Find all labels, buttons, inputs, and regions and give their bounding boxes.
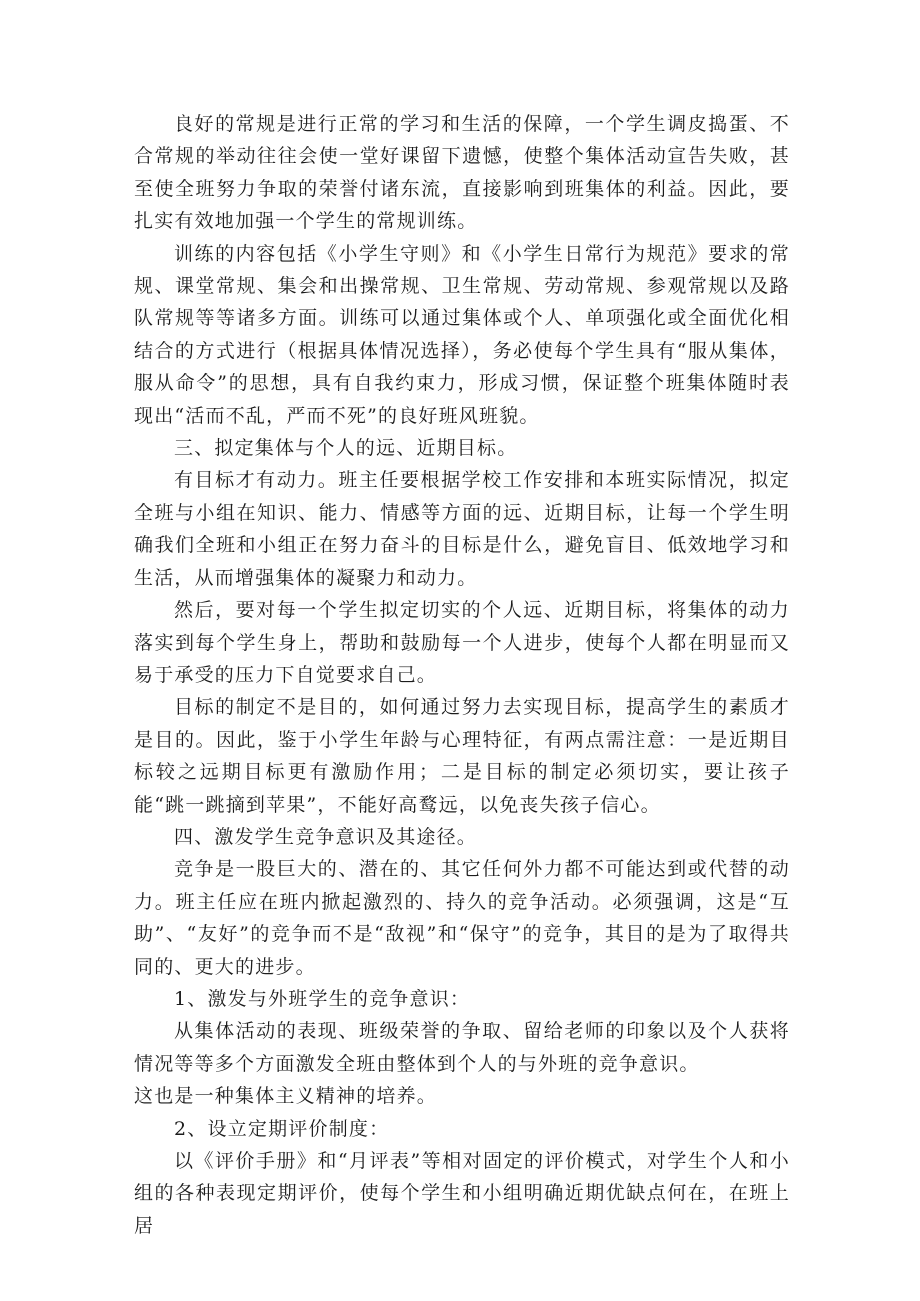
section-heading-competition: 四、激发学生竞争意识及其途径。 [174, 825, 478, 848]
document-page [134, 108, 790, 1242]
subheading-external-competition: 1、激发与外班学生的竞争意识： [174, 987, 471, 1010]
paragraph-collectivism: 这也是一种集体主义精神的培养。 [134, 1085, 438, 1108]
paragraph-competition: 竞争是一股巨大的、潜在的、其它任何外力都不可能达到或代替的动力。班主任应在班内掀起激烈的、持久的竞争活动。必须强调，这是“互助”、“友好”的竞争而不是“敌视”和“保守”的竞争，其目的是为了取得共同的、更大的进步。 [134, 858, 790, 978]
paragraph-goals-motivation: 有目标才有动力。班主任要根据学校工作安排和本班实际情况，拟定全班与小组在知识、能力、情感等方面的远、近期目标，让每一个学生明确我们全班和小组正在努力奋斗的目标是什么，避免盲目、低效地学习和生活，从而增强集体的凝聚力和动力。 [134, 469, 790, 589]
subheading-evaluation-system: 2、设立定期评价制度： [174, 1117, 390, 1140]
paragraph-evaluation-system: 以《评价手册》和“月评表”等相对固定的评价模式，对学生个人和小组的各种表现定期评价，使每个学生和小组明确近期优缺点何在，在班上居 [134, 1150, 790, 1237]
paragraph-individual-goals: 然后，要对每一个学生拟定切实的个人远、近期目标，将集体的动力落实到每个学生身上，帮助和鼓励每一个人进步，使每个人都在明显而又易于承受的压力下自觉要求自己。 [134, 599, 790, 686]
paragraph-goal-setting-notes: 目标的制定不是目的，如何通过努力去实现目标，提高学生的素质才是目的。因此，鉴于小学生年龄与心理特征，有两点需注意：一是近期目标较之远期目标更有激励作用；二是目标的制定必须切实，要让孩子能“跳一跳摘到苹果”，不能好高鹜远，以免丧失孩子信心。 [134, 696, 790, 816]
section-heading-goals: 三、拟定集体与个人的远、近期目标。 [174, 437, 518, 460]
paragraph-routine-importance: 良好的常规是进行正常的学习和生活的保障，一个学生调皮捣蛋、不合常规的举动往往会使一堂好课留下遗憾，使整个集体活动宣告失败，甚至使全班努力争取的荣誉付诸东流，直接影响到班集体的利益。因此，要扎实有效地加强一个学生的常规训练。 [134, 113, 790, 233]
paragraph-external-competition: 从集体活动的表现、班级荣誉的争取、留给老师的印象以及个人获将情况等等多个方面激发全班由整体到个人的与外班的竞争意识。 [134, 1020, 790, 1075]
paragraph-training-content: 训练的内容包括《小学生守则》和《小学生日常行为规范》要求的常规、课堂常规、集会和出操常规、卫生常规、劳动常规、参观常规以及路队常规等等诸多方面。训练可以通过集体或个人、单项强化或全面优化相结合的方式进行（根据具体情况选择），务必使每个学生具有“服从集体，服从命令”的思想，具有自我约束力，形成习惯，保证整个班集体随时表现出“活而不乱，严而不死”的良好班风班貌。 [134, 242, 790, 427]
